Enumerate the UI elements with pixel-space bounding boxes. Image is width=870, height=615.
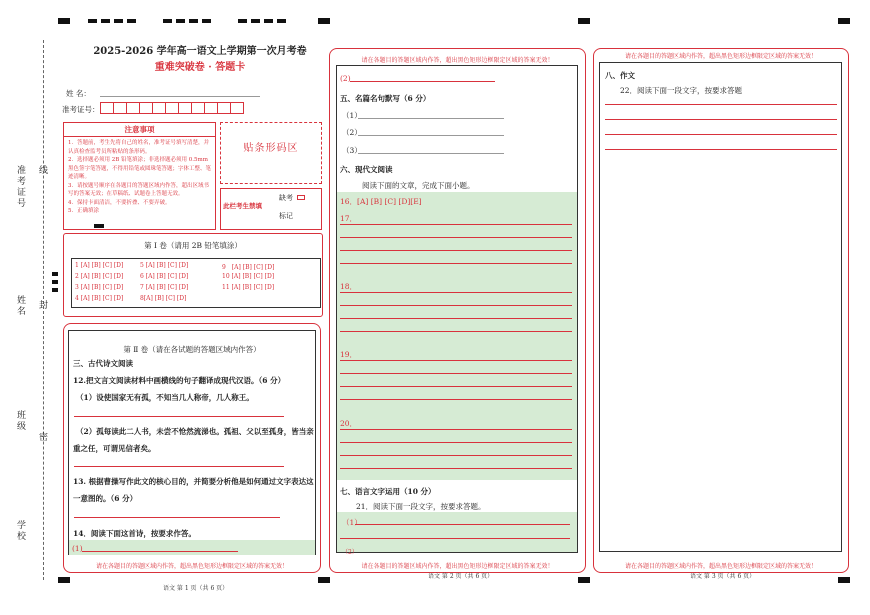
notice-list [64, 137, 215, 218]
reading-answer-line[interactable] [340, 224, 572, 225]
side-school-label: 学校 [15, 520, 25, 542]
notice-item: 1．答题前，考生先将自己的姓名，准考证号填写清楚，并认真检查监考员所粘贴的条形码。 [68, 140, 210, 155]
reading-answer-line[interactable] [340, 331, 572, 332]
side-class-label: 班级 [15, 410, 25, 432]
reading-answer-line[interactable] [340, 360, 572, 361]
q12-2-text-b: 重之任，可谓见信者矣。 [73, 444, 156, 453]
reading-answer-line[interactable] [340, 373, 572, 374]
blank-1-label: （1） [342, 111, 362, 120]
choice-option-row[interactable]: 8[A] [B] [C] [D] [140, 295, 187, 302]
q12-1-text: （1）设使国家无有孤，不知当几人称帝，几人称王。 [76, 393, 254, 402]
blank-3-label: （3） [342, 146, 362, 155]
reading-intro: 阅读下面的文章，完成下面小题。 [362, 181, 475, 190]
q13-text-a: 13. 根据曹操写作此文的核心目的，并简要分析他是如何通过文字表达这 [73, 477, 314, 486]
footer-page-2: 语文 第 2 页（共 6 页） [428, 573, 494, 580]
q12-1-answer-line[interactable] [74, 416, 284, 417]
q12-2-answer-line[interactable] [74, 466, 284, 467]
reading-answer-line[interactable] [340, 386, 572, 387]
mark-label: 标记 [279, 212, 293, 220]
forbidden-label: 此栏考生禁填 [223, 202, 262, 210]
q12-2-text-a: （2）孤每读此二人书，未尝不怆然流涕也。孤祖、父以至孤身，皆当亲 [76, 427, 314, 436]
essay-answer-line[interactable] [605, 134, 837, 135]
timing-mark [238, 19, 290, 23]
section2-title: 第 Ⅱ 卷（请在各试题的答题区域内作答） [123, 345, 261, 354]
choice-option-row[interactable]: 7 [A] [B] [C] [D] [140, 284, 189, 291]
reading-answer-line[interactable] [340, 429, 572, 430]
q21-1-line-2[interactable] [340, 538, 570, 539]
choice-option-row[interactable]: 9 [A] [B] [C] [D] [222, 264, 275, 271]
q22-text: 22．阅读下面一段文字，按要求答题 [620, 86, 743, 95]
section1-title: 第 Ⅰ 卷（请用 2B 铅笔填涂） [144, 241, 242, 250]
choice-option-row[interactable]: 2 [A] [B] [C] [D] [75, 273, 124, 280]
side-secret-label: 密 [37, 432, 47, 443]
side-mark [52, 272, 58, 276]
side-mark [52, 288, 58, 292]
alignment-mark [578, 18, 590, 24]
footer-page-3: 语文 第 3 页（共 6 页） [690, 573, 756, 580]
essay-answer-line[interactable] [605, 149, 837, 150]
q14-2-label: (2) [340, 74, 351, 83]
q21-1-label: （1） [342, 518, 362, 527]
answer-inner-border-3 [599, 62, 842, 552]
q21-2-label: （2） [342, 549, 358, 556]
choice-option-row[interactable]: 10 [A] [B] [C] [D] [222, 273, 275, 280]
id-boxes[interactable] [100, 102, 243, 114]
blank-2-line[interactable] [358, 135, 504, 136]
reading-answer-line[interactable] [340, 318, 572, 319]
timing-mark [88, 19, 140, 23]
section7-heading: 七、语言文字运用（10 分） [340, 487, 436, 496]
q19-label: 19． [340, 350, 358, 359]
absent-box [220, 188, 322, 230]
q21-answer-area[interactable] [337, 512, 577, 552]
alignment-mark [838, 18, 850, 24]
notice-item: 4．保持卡面清洁，不要折叠、不要弄破。 [68, 199, 171, 206]
reading-answer-line[interactable] [340, 250, 572, 251]
fill-example-mark [94, 224, 104, 228]
alignment-mark [58, 18, 70, 24]
side-seal-label: 封 [37, 300, 47, 311]
q16-options[interactable]: 16．[A] [B] [C] [D][E] [340, 197, 422, 206]
reading-answer-line[interactable] [340, 455, 572, 456]
barcode-area [220, 122, 322, 184]
reading-answer-line[interactable] [340, 468, 572, 469]
q18-label: 18． [340, 282, 358, 291]
q21-text: 21．阅读下面一段文字，按要求答题。 [356, 502, 486, 511]
notice-item: 5．正确填涂 [68, 208, 99, 214]
blank-1-line[interactable] [358, 118, 504, 119]
section5-heading: 五、名篇名句默写（6 分） [340, 94, 431, 103]
choice-option-row[interactable]: 1 [A] [B] [C] [D] [75, 262, 124, 269]
alignment-mark [58, 577, 70, 583]
side-line-label: 线 [37, 165, 47, 176]
exam-subtitle: 重难突破卷 · 答题卡 [154, 62, 246, 73]
reading-answer-line[interactable] [340, 305, 572, 306]
notice-title: 注意事项 [64, 123, 215, 137]
absent-label: 缺考 [279, 194, 293, 202]
q14-2-answer-line[interactable] [350, 81, 495, 82]
q13-answer-line[interactable] [74, 517, 280, 518]
essay-answer-line[interactable] [605, 104, 837, 105]
reading-answer-line[interactable] [340, 399, 572, 400]
q13-text-b: 一意图的。（6 分） [73, 494, 138, 503]
blank-2-label: （2） [342, 128, 362, 137]
warning-p1-bottom: 请在各题目的答题区域内作答，超出黑色矩形边框限定区域的答案无效！ [95, 563, 288, 570]
name-field[interactable] [100, 96, 260, 97]
choice-option-row[interactable]: 6 [A] [B] [C] [D] [140, 273, 189, 280]
essay-answer-line[interactable] [605, 119, 837, 120]
absent-checkbox[interactable] [297, 195, 305, 200]
id-label: 准考证号： [62, 105, 100, 114]
reading-answer-line[interactable] [340, 292, 572, 293]
blank-3-line[interactable] [358, 153, 504, 154]
barcode-label: 贴条形码区 [243, 143, 299, 154]
side-mark [52, 280, 58, 284]
q14-1-answer-line[interactable] [82, 551, 238, 552]
section3-heading: 三、古代诗文阅读 [73, 359, 133, 368]
name-label: 姓 名： [66, 89, 91, 98]
footer-page-1: 语文 第 1 页（共 6 页） [163, 585, 229, 592]
warning-p3-top: 请在各题目的答题区域内作答，超出黑色矩形边框限定区域的答案无效！ [624, 53, 817, 60]
choice-option-row[interactable]: 11 [A] [B] [C] [D] [222, 284, 275, 291]
reading-answer-area[interactable] [337, 192, 577, 480]
notice-item: 3．请按题号顺序在各题目的答题区域内作答，超出区域书写的答案无效；在草稿纸、试题卷上答题无效。 [68, 182, 210, 197]
q14-1-label: (1) [72, 544, 83, 553]
q21-1-line[interactable] [355, 524, 570, 525]
section8-heading: 八、作文 [605, 71, 635, 80]
timing-mark [163, 19, 215, 23]
alignment-mark [318, 18, 330, 24]
reading-answer-line[interactable] [340, 442, 572, 443]
reading-answer-line[interactable] [340, 263, 572, 264]
warning-p3-bottom: 请在各题目的答题区域内作答，超出黑色矩形边框限定区域的答案无效！ [624, 563, 817, 570]
q14-answer-area[interactable] [69, 540, 315, 555]
notice-item: 2．选择题必须用 2B 铅笔填涂；非选择题必须用 0.5mm 黑色签字笔答题，不得用铅笔或圆珠笔答题；字体工整、笔迹清晰。 [68, 157, 212, 180]
alignment-mark [578, 577, 590, 583]
notice-box [63, 122, 216, 230]
side-id-label: 准考证号 [15, 165, 25, 209]
choice-option-row[interactable]: 5 [A] [B] [C] [D] [140, 262, 189, 269]
warning-p2-top: 请在各题目的答题区域内作答，超出黑色矩形边框限定区域的答案无效！ [361, 57, 554, 64]
q14-text: 14．阅读下面这首诗，按要求作答。 [73, 529, 196, 538]
alignment-mark [838, 577, 850, 583]
choice-option-row[interactable]: 3 [A] [B] [C] [D] [75, 284, 124, 291]
alignment-mark [318, 577, 330, 583]
warning-p2-bottom: 请在各题目的答题区域内作答，超出黑色矩形边框限定区域的答案无效！ [361, 563, 554, 570]
side-name-label: 姓名 [15, 295, 25, 317]
q17-label: 17． [340, 214, 358, 223]
reading-answer-line[interactable] [340, 237, 572, 238]
choice-option-row[interactable]: 4 [A] [B] [C] [D] [75, 295, 124, 302]
q20-label: 20． [340, 419, 358, 428]
section6-heading: 六、现代文阅读 [340, 165, 393, 174]
exam-title: 2025-2026 学年高一语文上学期第一次月考卷 [93, 46, 307, 57]
q12-text: 12.把文言文阅读材料中画横线的句子翻译成现代汉语。（6 分） [73, 376, 286, 385]
